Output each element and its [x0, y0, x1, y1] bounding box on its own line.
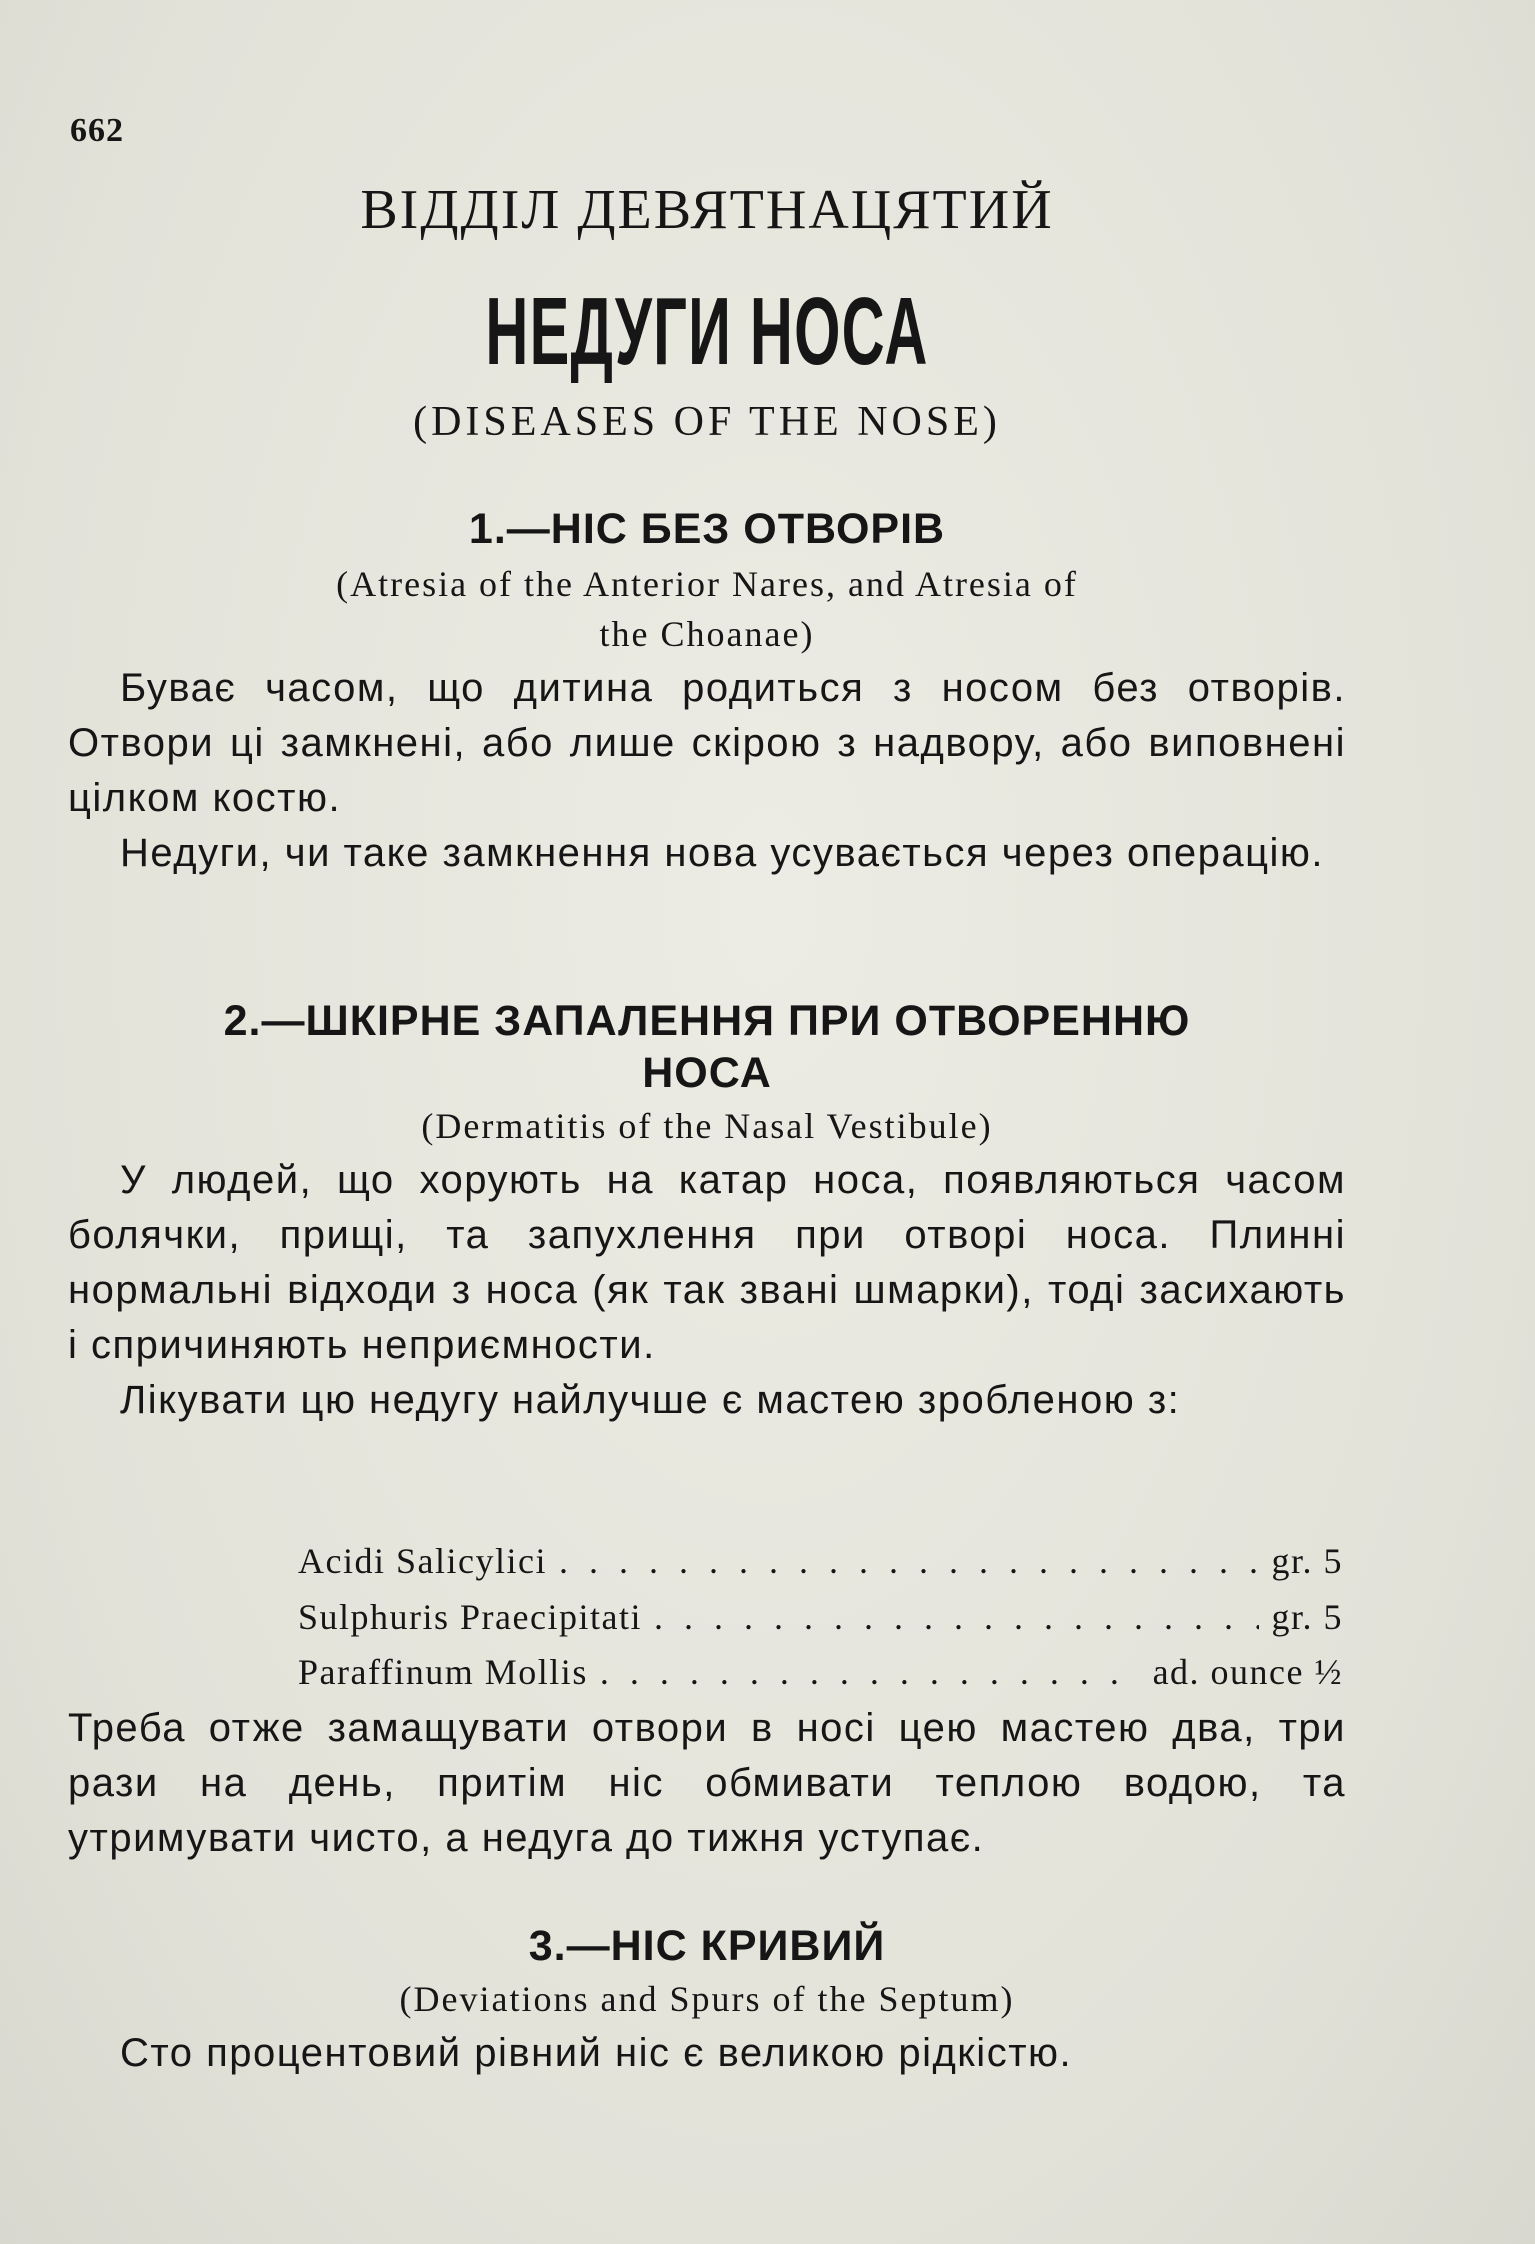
prescription-row: [298, 1596, 1343, 1652]
section-2-heading-line-2: НОСА: [642, 1049, 772, 1097]
section-3-heading: 3.—НІС КРИВИЙ: [528, 1922, 886, 1970]
prescription-row: [298, 1540, 1343, 1596]
section-2: [68, 995, 1346, 1428]
leader-dots: [559, 1540, 1260, 1582]
section-1-paragraph-1: Буває часом, що дитина родиться з носом без отворів. Отвори ці замкнені, або лише скірою з надвору, або виповнені цілком костю.: [68, 666, 1346, 820]
section-2-after-paragraph: Треба отже замащувати отвори в носі цею мастею два, три рази на день, притім ніс обмивати теплою водою, та утримувати чисто, а недуга до тижня уступає.: [68, 1706, 1346, 1860]
section-2-paragraph-2: Лікувати цю недугу найлучше є мастею зробленою з:: [120, 1378, 1181, 1422]
section-2-subtitle: (Dermatitis of the Nasal Vestibule): [421, 1106, 993, 1146]
section-1-heading: 1.—НІС БЕЗ ОТВОРІВ: [468, 505, 946, 553]
prescription-row: [298, 1651, 1343, 1707]
prescription-ingredient: Acidi Salicylici: [298, 1541, 547, 1581]
section-1-paragraph-2: Недуги, чи таке замкнення нова усувається через операцію.: [120, 831, 1324, 875]
prescription-ingredient: Paraffinum Mollis: [298, 1652, 588, 1692]
section-3-subtitle: (Deviations and Spurs of the Septum): [399, 1979, 1015, 2019]
chapter-subtitle: (DISEASES OF THE NOSE): [413, 399, 1001, 445]
section-1: [68, 503, 1346, 881]
part-title: ВІДДІЛ ДЕВЯТНАЦЯТИЙ: [360, 179, 1054, 241]
section-3: [68, 1920, 1346, 2081]
chapter-title: НЕДУГИ НОСА: [485, 278, 929, 385]
leader-dots: [654, 1596, 1260, 1638]
prescription-quantity: ad. ounce ½: [1152, 1652, 1343, 1692]
page-number: 662: [70, 112, 124, 149]
section-2-paragraph-1: У людей, що хорують на катар носа, появляються часом болячки, прищі, та запухлення при отворі носа. Плинні нормальні відходи з носа (як так звані шмарки), тоді засихають і спричиняють неприємности.: [68, 1158, 1346, 1367]
prescription-quantity: gr. 5: [1271, 1541, 1343, 1581]
section-1-subtitle-line-2: the Choanae): [599, 614, 815, 654]
prescription-quantity: gr. 5: [1271, 1597, 1343, 1637]
prescription-ingredient: Sulphuris Praecipitati: [298, 1597, 642, 1637]
section-2-continuation: [68, 1701, 1346, 1866]
leader-dots: [600, 1651, 1141, 1693]
section-2-heading-line-1: 2.—ШКІРНЕ ЗАПАЛЕННЯ ПРИ ОТВОРЕННЮ: [223, 997, 1191, 1045]
section-1-subtitle-line-1: (Atresia of the Anterior Nares, and Atresia of: [336, 564, 1078, 604]
section-3-paragraph-1: Сто процентовий рівний ніс є великою рідкістю.: [120, 2031, 1073, 2075]
